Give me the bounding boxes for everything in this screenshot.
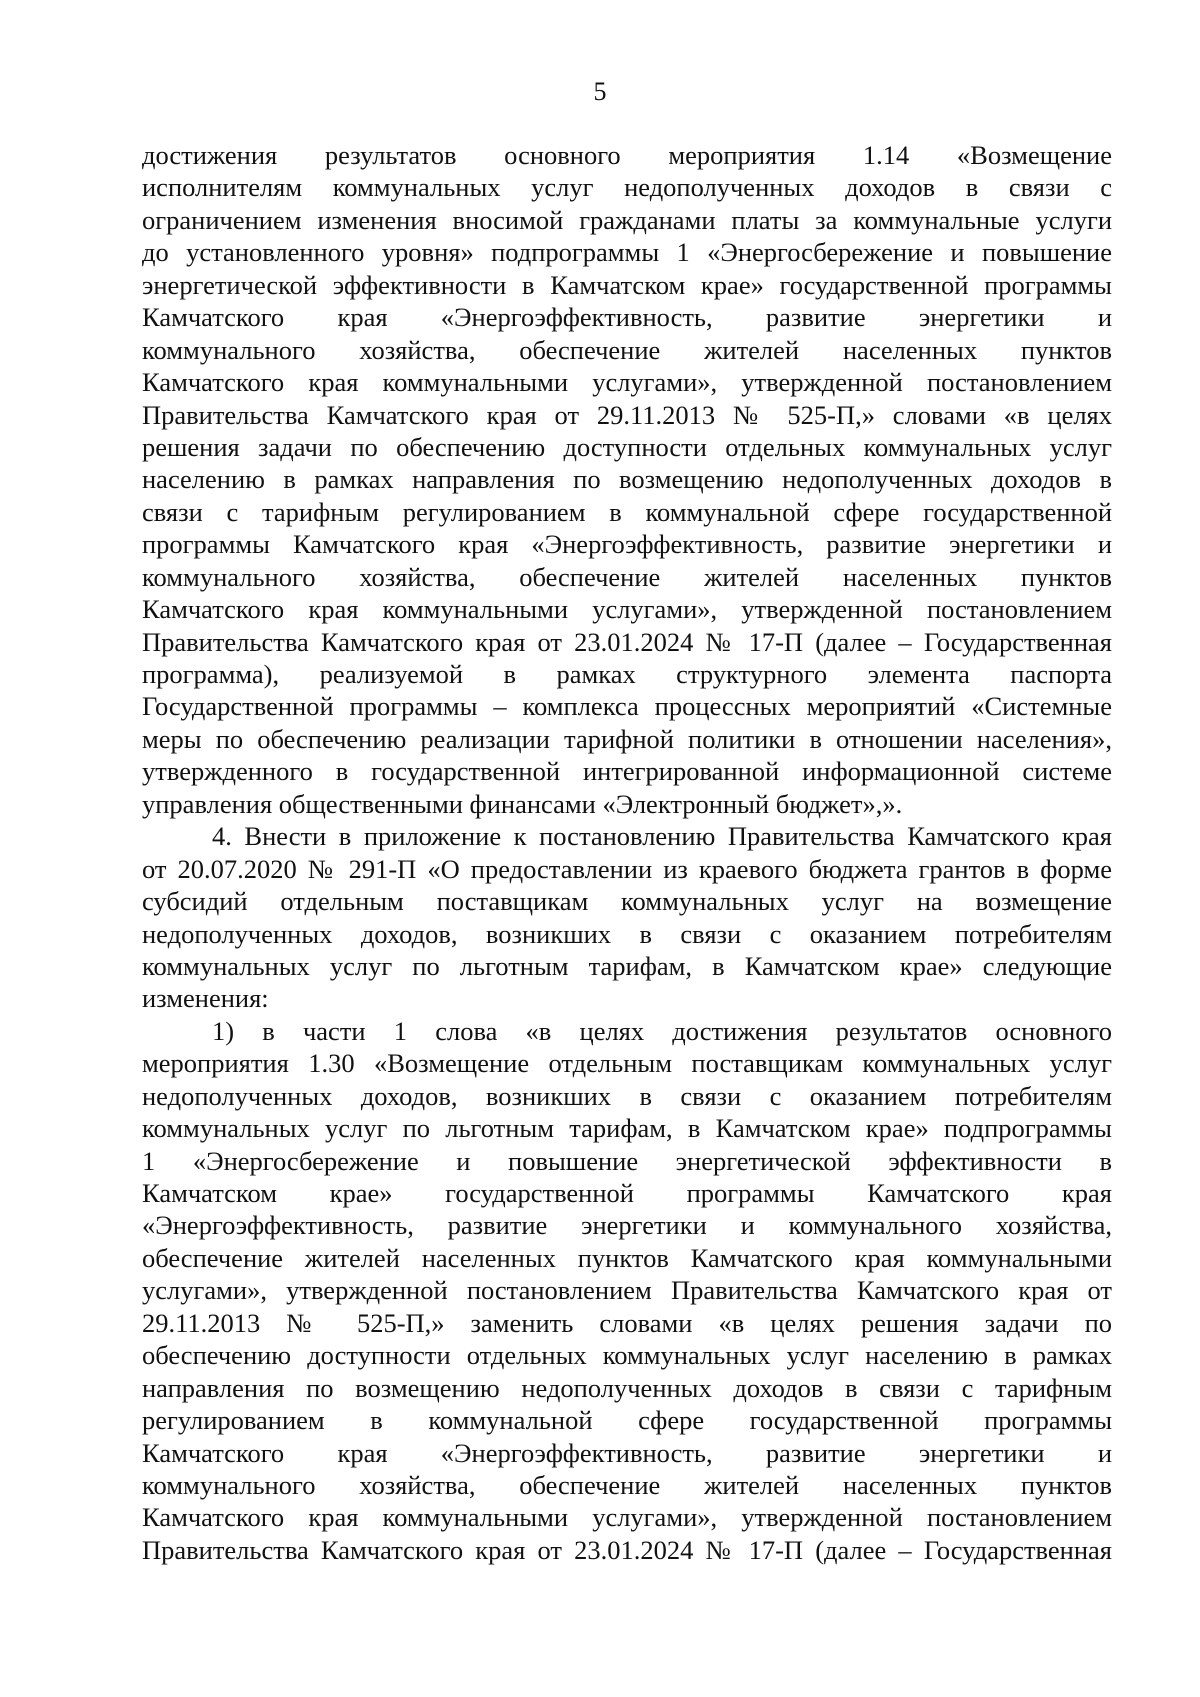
text-line: Камчатского края «Энергоэффективность, развитие энергетики и	[142, 1437, 1112, 1468]
text-line: направления по возмещению недополученных доходов в связи с тарифным	[142, 1372, 1112, 1403]
text-line: утвержденного в государственной интегрированной информационной системе	[142, 756, 1112, 787]
page-number: 5	[593, 77, 607, 106]
text-line: достижения результатов основного мероприятия 1.14 «Возмещение	[142, 140, 1112, 170]
text-line: обеспечению доступности отдельных коммунальных услуг населению в рамках	[142, 1340, 1112, 1371]
text-line: коммунальных услуг по льготным тарифам, в Камчатском крае» следующие	[142, 950, 1112, 981]
text-line: исполнителям коммунальных услуг недополученных доходов в связи с	[142, 172, 1112, 203]
text-line: до установленного уровня» подпрограммы 1 «Энергосбережение и повышение	[142, 237, 1112, 268]
text-line: ограничением изменения вносимой гражданами платы за коммунальные услуги	[142, 204, 1112, 235]
text-line: программы Камчатского края «Энергоэффективность, развитие энергетики и	[142, 529, 1112, 560]
text-line: мероприятия 1.30 «Возмещение отдельным поставщикам коммунальных услуг	[142, 1048, 1112, 1079]
text-line: Камчатского края коммунальными услугами», утвержденной постановлением	[142, 594, 1112, 625]
text-line: 4. Внести в приложение к постановлению Правительства Камчатского края	[212, 821, 1112, 852]
text-line: решения задачи по обеспечению доступности отдельных коммунальных услуг	[142, 431, 1112, 462]
document-body	[142, 139, 1112, 1566]
text-line: коммунального хозяйства, обеспечение жителей населенных пунктов	[142, 1469, 1112, 1500]
text-line: населению в рамках направления по возмещению недополученных доходов в	[142, 464, 1112, 495]
text-line: услугами», утвержденной постановлением Правительства Камчатского края от	[142, 1275, 1112, 1306]
text-line: Камчатском крае» государственной программы Камчатского края	[142, 1178, 1112, 1208]
text-line: обеспечение жителей населенных пунктов Камчатского края коммунальными	[142, 1242, 1112, 1273]
text-line: недополученных доходов, возникших в связи с оказанием потребителям	[142, 1080, 1112, 1111]
text-line: Камчатского края коммунальными услугами», утвержденной постановлением	[142, 367, 1112, 398]
text-line: 1) в части 1 слова «в целях достижения результатов основного	[212, 1015, 1112, 1046]
text-line: связи с тарифным регулированием в коммунальной сфере государственной	[142, 496, 1112, 527]
text-line: коммунального хозяйства, обеспечение жителей населенных пунктов	[142, 561, 1112, 592]
text-line: программа), реализуемой в рамках структурного элемента паспорта	[142, 659, 1112, 689]
text-line: энергетической эффективности в Камчатском крае» государственной программы	[142, 269, 1112, 300]
text-line: коммунального хозяйства, обеспечение жителей населенных пунктов	[142, 334, 1112, 365]
text-line: Правительства Камчатского края от 23.01.2024 № 17-П (далее – Государственная	[142, 626, 1112, 657]
text-line: изменения:	[142, 983, 269, 1014]
text-line: Камчатского края коммунальными услугами», утвержденной постановлением	[142, 1502, 1112, 1533]
text-line: от 20.07.2020 № 291-П «О предоставлении из краевого бюджета грантов в форме	[142, 853, 1112, 884]
text-line: регулированием в коммунальной сфере государственной программы	[142, 1405, 1112, 1436]
text-line: коммунальных услуг по льготным тарифам, в Камчатском крае» подпрограммы	[142, 1113, 1112, 1144]
text-line: Правительства Камчатского края от 29.11.2013 № 525-П,» словами «в целях	[142, 399, 1112, 430]
text-line: 1 «Энергосбережение и повышение энергетической эффективности в	[142, 1145, 1112, 1176]
text-line: меры по обеспечению реализации тарифной политики в отношении населения»,	[142, 723, 1112, 754]
text-line: Государственной программы – комплекса процессных мероприятий «Системные	[142, 691, 1112, 722]
text-line: Правительства Камчатского края от 23.01.2024 № 17-П (далее – Государственная	[142, 1534, 1112, 1565]
text-line: субсидий отдельным поставщикам коммунальных услуг на возмещение	[142, 886, 1112, 917]
text-line: Камчатского края «Энергоэффективность, развитие энергетики и	[142, 302, 1112, 333]
text-line: «Энергоэффективность, развитие энергетики и коммунального хозяйства,	[142, 1210, 1112, 1241]
text-line: управления общественными финансами «Электронный бюджет»,».	[142, 788, 903, 819]
text-line: недополученных доходов, возникших в связи с оказанием потребителям	[142, 918, 1112, 949]
text-line: 29.11.2013 № 525-П,» заменить словами «в целях решения задачи по	[142, 1307, 1112, 1338]
